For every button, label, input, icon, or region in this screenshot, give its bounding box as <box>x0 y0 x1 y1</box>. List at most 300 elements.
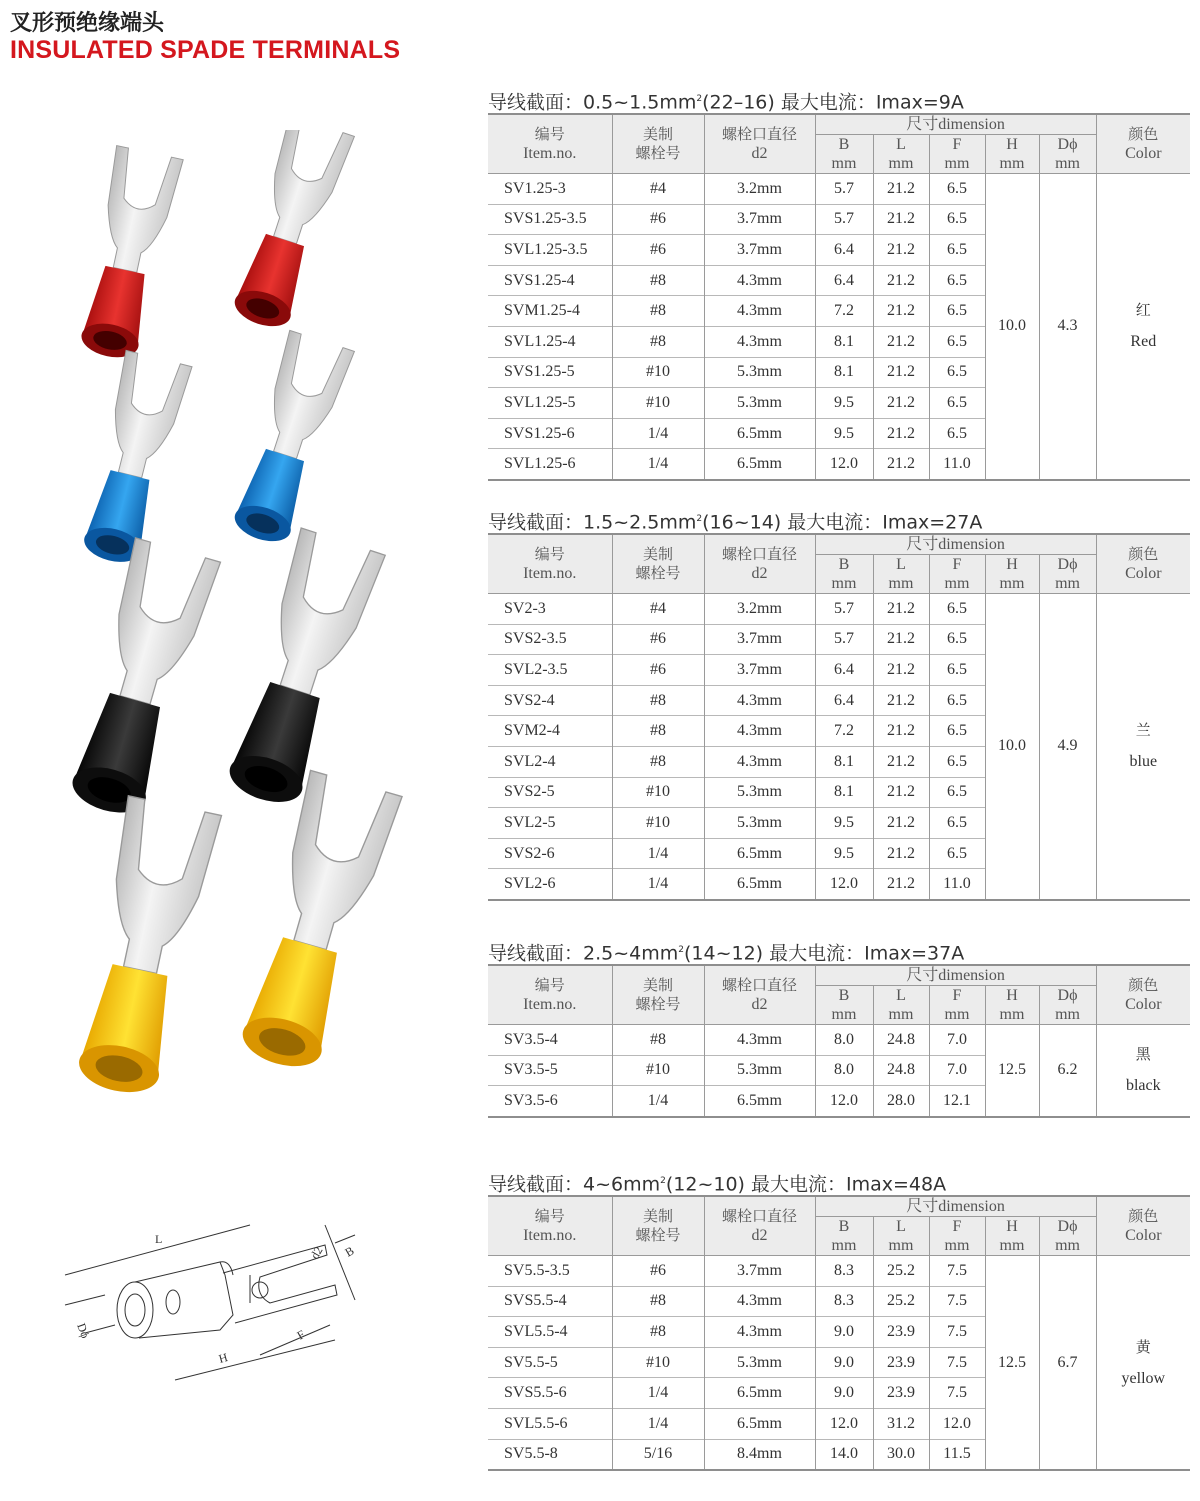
section-title-prefix: 导线截面：4~6mm <box>488 1173 661 1196</box>
header-dim-f-line: mm <box>944 1237 970 1254</box>
cell-d2: 4.3mm <box>704 326 815 357</box>
cell-screw: #6 <box>612 204 704 235</box>
cell-screw: #8 <box>612 746 704 777</box>
cell-d: 4.3 <box>1039 174 1096 480</box>
color-name-en: black <box>1125 1077 1161 1095</box>
cell-item-no: SV1.25-3 <box>488 174 612 205</box>
cell-l: 21.2 <box>873 838 929 869</box>
cell-item-no: SVM1.25-4 <box>488 296 612 327</box>
yellow-terminal-1 <box>68 796 222 1101</box>
header-item-no-line: 编号 <box>534 125 565 143</box>
cell-l: 21.2 <box>873 655 929 686</box>
cell-d2: 6.5mm <box>704 449 815 480</box>
cell-l: 23.9 <box>873 1347 929 1378</box>
cell-d2: 4.3mm <box>704 1025 815 1056</box>
cell-f: 11.0 <box>929 449 985 480</box>
header-dim-f <box>929 555 985 594</box>
cell-screw: #8 <box>612 716 704 747</box>
header-dim-b-line: mm <box>831 1006 857 1023</box>
cell-b: 9.0 <box>815 1378 873 1409</box>
black-terminal-2 <box>218 528 386 812</box>
spec-section-4 <box>488 1167 1190 1471</box>
cell-item-no: SV3.5-4 <box>488 1025 612 1056</box>
cell-d2: 5.3mm <box>704 388 815 419</box>
cell-b: 8.3 <box>815 1256 873 1287</box>
cell-f: 12.1 <box>929 1086 985 1117</box>
header-dim-l-line: mm <box>888 575 914 592</box>
cell-l: 25.2 <box>873 1286 929 1317</box>
section-title-suffix: (22–16) 最大电流：Imax=9A <box>702 91 964 114</box>
header-dim-l-line: mm <box>888 155 914 172</box>
cell-screw: 1/4 <box>612 449 704 480</box>
header-d2-line: 螺栓口直径 <box>721 125 797 143</box>
cell-screw: #6 <box>612 624 704 655</box>
cell-b: 9.0 <box>815 1317 873 1348</box>
header-dimension-line: 尺寸dimension <box>906 1198 1005 1215</box>
cell-f: 6.5 <box>929 808 985 839</box>
cell-item-no: SVL2-4 <box>488 746 612 777</box>
cell-screw: 1/4 <box>612 869 704 900</box>
cell-l: 21.2 <box>873 296 929 327</box>
header-dim-h-line: mm <box>999 1237 1025 1254</box>
section-title-suffix: (16~14) 最大电流：Imax=27A <box>702 511 983 534</box>
header-dim-d-line: Dϕ <box>1057 136 1078 153</box>
header-dim-d-line: Dϕ <box>1057 987 1078 1004</box>
cell-l: 21.2 <box>873 808 929 839</box>
cell-d2: 5.3mm <box>704 808 815 839</box>
cell-b: 8.1 <box>815 746 873 777</box>
header-dim-b <box>815 135 873 174</box>
header-dim-f-line: mm <box>944 1006 970 1023</box>
header-dim-h-line: mm <box>999 1006 1025 1023</box>
header-dim-h <box>985 1217 1039 1256</box>
section-title-prefix: 导线截面：1.5~2.5mm <box>488 511 697 534</box>
cell-d2: 3.2mm <box>704 594 815 625</box>
header-dim-f <box>929 135 985 174</box>
cell-screw: #6 <box>612 235 704 266</box>
cell-d2: 4.3mm <box>704 1317 815 1348</box>
cell-b: 12.0 <box>815 1408 873 1439</box>
cell-f: 6.5 <box>929 655 985 686</box>
cell-item-no: SVS1.25-3.5 <box>488 204 612 235</box>
cell-item-no: SVL1.25-3.5 <box>488 235 612 266</box>
header-dim-b <box>815 986 873 1025</box>
cell-item-no: SVL1.25-4 <box>488 326 612 357</box>
section-title <box>488 85 1190 113</box>
cell-b: 9.5 <box>815 388 873 419</box>
cell-d2: 8.4mm <box>704 1439 815 1470</box>
header-us-screw <box>612 965 704 1025</box>
header-dim-l <box>873 1217 929 1256</box>
cell-b: 5.7 <box>815 204 873 235</box>
header-dim-f-line: mm <box>944 155 970 172</box>
cell-item-no: SVS1.25-5 <box>488 357 612 388</box>
cell-f: 6.5 <box>929 174 985 205</box>
cell-b: 8.3 <box>815 1286 873 1317</box>
header-item-no-line: Item.no. <box>523 565 577 582</box>
header-color-line: 颜色 <box>1128 125 1159 143</box>
cell-screw: #8 <box>612 685 704 716</box>
cell-b: 8.1 <box>815 777 873 808</box>
cell-f: 6.5 <box>929 418 985 449</box>
page-title-chinese: 叉形预绝缘端头 <box>10 11 165 36</box>
cell-l: 21.2 <box>873 235 929 266</box>
header-dim-d <box>1039 1217 1096 1256</box>
cell-l: 21.2 <box>873 624 929 655</box>
cell-color <box>1096 1256 1190 1471</box>
header-us-screw-line: 美制 <box>642 545 673 563</box>
cell-b: 12.0 <box>815 1086 873 1117</box>
header-item-no <box>488 534 612 594</box>
dimension-diagram <box>55 1215 385 1395</box>
cell-d2: 5.3mm <box>704 357 815 388</box>
header-item-no-line: Item.no. <box>523 1227 577 1244</box>
cell-d2: 6.5mm <box>704 418 815 449</box>
header-d2-line: d2 <box>751 565 768 582</box>
cell-d2: 4.3mm <box>704 746 815 777</box>
spec-section-3 <box>488 936 1190 1118</box>
header-us-screw-line: 美制 <box>642 125 673 143</box>
cell-screw: #10 <box>612 1055 704 1086</box>
cell-item-no: SV5.5-5 <box>488 1347 612 1378</box>
cell-b: 5.7 <box>815 594 873 625</box>
header-dim-l-line: L <box>896 987 906 1004</box>
header-dim-h-line: H <box>1006 556 1018 573</box>
cell-l: 21.2 <box>873 357 929 388</box>
cell-b: 5.7 <box>815 174 873 205</box>
cell-d2: 5.3mm <box>704 1055 815 1086</box>
cell-screw: #4 <box>612 594 704 625</box>
header-us-screw-line: 螺栓号 <box>635 1226 681 1244</box>
cell-f: 6.5 <box>929 685 985 716</box>
header-us-screw-line: 美制 <box>642 976 673 994</box>
header-d2-line: 螺栓口直径 <box>721 1207 797 1225</box>
cell-l: 31.2 <box>873 1408 929 1439</box>
page-title-english: INSULATED SPADE TERMINALS <box>10 36 401 64</box>
header-d2-line: 螺栓口直径 <box>721 545 797 563</box>
header-us-screw-line: 美制 <box>642 1207 673 1225</box>
cell-d2: 3.7mm <box>704 624 815 655</box>
cell-b: 7.2 <box>815 296 873 327</box>
cell-item-no: SV5.5-3.5 <box>488 1256 612 1287</box>
cell-l: 23.9 <box>873 1317 929 1348</box>
header-dim-h-line: H <box>1006 987 1018 1004</box>
header-dim-l-line: L <box>896 556 906 573</box>
spec-table <box>488 1195 1190 1471</box>
header-dimension-line: 尺寸dimension <box>906 536 1005 553</box>
cell-b: 9.5 <box>815 808 873 839</box>
header-color-line: 颜色 <box>1128 1207 1159 1225</box>
cell-d2: 3.7mm <box>704 204 815 235</box>
cell-item-no: SVM2-4 <box>488 716 612 747</box>
header-us-screw <box>612 114 704 174</box>
cell-screw: #10 <box>612 388 704 419</box>
cell-l: 21.2 <box>873 174 929 205</box>
diagram-label-d2: d2 <box>307 1244 326 1262</box>
header-dim-h-line: H <box>1006 136 1018 153</box>
header-dim-d <box>1039 555 1096 594</box>
cell-l: 24.8 <box>873 1055 929 1086</box>
header-us-screw-line: 螺栓号 <box>635 995 681 1013</box>
cell-l: 21.2 <box>873 746 929 777</box>
header-dimension <box>815 534 1096 555</box>
cell-b: 8.0 <box>815 1055 873 1086</box>
header-dim-h-line: H <box>1006 1218 1018 1235</box>
header-dimension <box>815 1196 1096 1217</box>
cell-item-no: SVL2-5 <box>488 808 612 839</box>
black-terminal-1 <box>61 538 221 822</box>
diagram-label-h: H <box>217 1350 230 1366</box>
section-title <box>488 505 1190 533</box>
cell-b: 6.4 <box>815 655 873 686</box>
cell-f: 6.5 <box>929 838 985 869</box>
blue-terminal-1 <box>76 350 192 568</box>
cell-f: 11.0 <box>929 869 985 900</box>
red-terminal-1 <box>73 146 183 364</box>
cell-color <box>1096 594 1190 900</box>
header-d2 <box>704 534 815 594</box>
cell-b: 9.5 <box>815 418 873 449</box>
cell-screw: #8 <box>612 1025 704 1056</box>
header-dim-h <box>985 555 1039 594</box>
header-us-screw <box>612 534 704 594</box>
header-d2-line: d2 <box>751 145 768 162</box>
cell-f: 7.0 <box>929 1055 985 1086</box>
cell-f: 6.5 <box>929 296 985 327</box>
diagram-label-f: F <box>294 1327 308 1343</box>
table-row <box>488 1256 1190 1287</box>
header-item-no-line: 编号 <box>534 976 565 994</box>
cell-screw: #8 <box>612 326 704 357</box>
header-dim-f-line: F <box>952 1218 962 1235</box>
cell-f: 6.5 <box>929 357 985 388</box>
header-dim-d-line: mm <box>1055 1237 1080 1254</box>
cell-d2: 6.5mm <box>704 1408 815 1439</box>
cell-item-no: SVL2-3.5 <box>488 655 612 686</box>
header-dim-h <box>985 135 1039 174</box>
table-row <box>488 1025 1190 1056</box>
section-title-suffix: (12~10) 最大电流：Imax=48A <box>665 1173 947 1196</box>
header-dim-l-line: L <box>896 1218 906 1235</box>
header-color <box>1096 114 1190 174</box>
color-name-cn: 兰 <box>1135 721 1151 740</box>
header-dim-b <box>815 1217 873 1256</box>
cell-d2: 3.7mm <box>704 1256 815 1287</box>
cell-l: 21.2 <box>873 869 929 900</box>
yellow-terminal-2 <box>230 770 402 1076</box>
cell-d2: 4.3mm <box>704 296 815 327</box>
color-name-en: Red <box>1130 333 1157 351</box>
cell-h: 10.0 <box>985 594 1039 900</box>
cell-item-no: SV5.5-8 <box>488 1439 612 1470</box>
spec-table <box>488 533 1190 901</box>
spec-section-2 <box>488 505 1190 901</box>
section-title-suffix: (14~12) 最大电流：Imax=37A <box>683 942 965 965</box>
header-dim-l <box>873 986 929 1025</box>
header-color <box>1096 965 1190 1025</box>
table-row <box>488 594 1190 625</box>
header-dim-b-line: mm <box>831 575 857 592</box>
header-dim-b <box>815 555 873 594</box>
header-dim-d-line: mm <box>1055 155 1080 172</box>
cell-item-no: SVS2-5 <box>488 777 612 808</box>
red-terminal-2 <box>225 130 354 334</box>
blue-terminal-2 <box>225 330 354 549</box>
section-title-sup: 2 <box>678 945 684 955</box>
header-d2 <box>704 114 815 174</box>
header-dim-b-line: B <box>838 136 850 153</box>
color-name-cn: 黄 <box>1135 1337 1151 1356</box>
header-dim-f-line: mm <box>944 575 970 592</box>
cell-screw: #10 <box>612 1347 704 1378</box>
cell-l: 21.2 <box>873 326 929 357</box>
header-dim-l-line: L <box>896 136 906 153</box>
cell-b: 7.2 <box>815 716 873 747</box>
header-dim-h-line: mm <box>999 575 1025 592</box>
cell-f: 6.5 <box>929 594 985 625</box>
diagram-label-l: L <box>155 1232 163 1246</box>
cell-item-no: SVS2-3.5 <box>488 624 612 655</box>
cell-item-no: SVS1.25-4 <box>488 265 612 296</box>
cell-l: 21.2 <box>873 418 929 449</box>
cell-f: 7.5 <box>929 1378 985 1409</box>
cell-f: 6.5 <box>929 326 985 357</box>
cell-d2: 6.5mm <box>704 1086 815 1117</box>
cell-item-no: SVL2-6 <box>488 869 612 900</box>
cell-l: 21.2 <box>873 685 929 716</box>
header-dimension <box>815 965 1096 986</box>
header-dim-f <box>929 1217 985 1256</box>
cell-f: 6.5 <box>929 204 985 235</box>
header-d2 <box>704 965 815 1025</box>
cell-l: 24.8 <box>873 1025 929 1056</box>
cell-b: 8.0 <box>815 1025 873 1056</box>
cell-b: 12.0 <box>815 449 873 480</box>
header-dim-b-line: mm <box>831 1237 857 1254</box>
cell-d: 6.2 <box>1039 1025 1096 1117</box>
cell-d2: 6.5mm <box>704 1378 815 1409</box>
cell-b: 6.4 <box>815 685 873 716</box>
section-title <box>488 936 1190 964</box>
cell-l: 21.2 <box>873 716 929 747</box>
header-item-no-line: 编号 <box>534 1207 565 1225</box>
cell-item-no: SVS5.5-6 <box>488 1378 612 1409</box>
cell-f: 6.5 <box>929 716 985 747</box>
header-dim-d <box>1039 135 1096 174</box>
cell-screw: #8 <box>612 296 704 327</box>
section-title-sup: 2 <box>696 94 703 104</box>
cell-f: 6.5 <box>929 777 985 808</box>
cell-b: 9.0 <box>815 1347 873 1378</box>
cell-item-no: SV2-3 <box>488 594 612 625</box>
header-dim-b-line: B <box>838 1218 850 1235</box>
color-name-cn: 红 <box>1135 301 1151 320</box>
header-dim-h <box>985 986 1039 1025</box>
color-name-en: yellow <box>1121 1369 1166 1387</box>
cell-color <box>1096 1025 1190 1117</box>
cell-d2: 4.3mm <box>704 716 815 747</box>
cell-b: 14.0 <box>815 1439 873 1470</box>
cell-screw: #8 <box>612 1317 704 1348</box>
cell-b: 6.4 <box>815 235 873 266</box>
header-dim-l <box>873 555 929 594</box>
section-title-prefix: 导线截面：0.5~1.5mm <box>488 91 697 114</box>
cell-f: 6.5 <box>929 235 985 266</box>
header-color <box>1096 1196 1190 1256</box>
header-color-line: 颜色 <box>1128 545 1159 563</box>
cell-b: 12.0 <box>815 869 873 900</box>
cell-item-no: SVS1.25-6 <box>488 418 612 449</box>
cell-item-no: SVS2-4 <box>488 685 612 716</box>
cell-item-no: SV3.5-5 <box>488 1055 612 1086</box>
cell-screw: #10 <box>612 777 704 808</box>
cell-l: 21.2 <box>873 449 929 480</box>
header-color-line: Color <box>1125 1227 1162 1244</box>
header-color <box>1096 534 1190 594</box>
cell-b: 9.5 <box>815 838 873 869</box>
cell-screw: #10 <box>612 357 704 388</box>
header-dim-b-line: B <box>838 987 850 1004</box>
cell-b: 6.4 <box>815 265 873 296</box>
section-title-sup: 2 <box>696 514 703 524</box>
diagram-label-b: B <box>342 1243 357 1260</box>
cell-h: 12.5 <box>985 1256 1039 1471</box>
cell-l: 25.2 <box>873 1256 929 1287</box>
cell-item-no: SVS5.5-4 <box>488 1286 612 1317</box>
cell-f: 7.5 <box>929 1347 985 1378</box>
cell-d2: 6.5mm <box>704 869 815 900</box>
cell-l: 23.9 <box>873 1378 929 1409</box>
cell-d2: 3.7mm <box>704 235 815 266</box>
header-dim-d-line: mm <box>1055 575 1080 592</box>
cell-f: 6.5 <box>929 388 985 419</box>
color-name-cn: 黑 <box>1135 1045 1151 1064</box>
header-item-no <box>488 1196 612 1256</box>
header-dim-l <box>873 135 929 174</box>
header-dim-f-line: F <box>952 987 962 1004</box>
cell-screw: 1/4 <box>612 1086 704 1117</box>
header-dimension-line: 尺寸dimension <box>906 967 1005 984</box>
cell-d2: 5.3mm <box>704 1347 815 1378</box>
section-title <box>488 1167 1190 1195</box>
cell-screw: 1/4 <box>612 1378 704 1409</box>
cell-f: 7.5 <box>929 1256 985 1287</box>
header-color-line: Color <box>1125 145 1162 162</box>
header-dim-f-line: F <box>952 556 962 573</box>
cell-f: 6.5 <box>929 624 985 655</box>
header-dimension-line: 尺寸dimension <box>906 116 1005 133</box>
cell-d2: 6.5mm <box>704 838 815 869</box>
cell-l: 21.2 <box>873 204 929 235</box>
cell-b: 8.1 <box>815 357 873 388</box>
header-d2 <box>704 1196 815 1256</box>
cell-screw: 1/4 <box>612 1408 704 1439</box>
cell-d2: 5.3mm <box>704 777 815 808</box>
cell-l: 28.0 <box>873 1086 929 1117</box>
spec-table <box>488 113 1190 481</box>
cell-f: 7.5 <box>929 1286 985 1317</box>
header-color-line: 颜色 <box>1128 976 1159 994</box>
cell-d: 4.9 <box>1039 594 1096 900</box>
cell-d2: 3.2mm <box>704 174 815 205</box>
cell-f: 6.5 <box>929 746 985 777</box>
cell-item-no: SVL5.5-6 <box>488 1408 612 1439</box>
header-us-screw-line: 螺栓号 <box>635 144 681 162</box>
header-item-no <box>488 114 612 174</box>
section-title-prefix: 导线截面：2.5~4mm <box>488 942 679 965</box>
product-photos <box>30 130 430 1130</box>
header-item-no-line: Item.no. <box>523 145 577 162</box>
